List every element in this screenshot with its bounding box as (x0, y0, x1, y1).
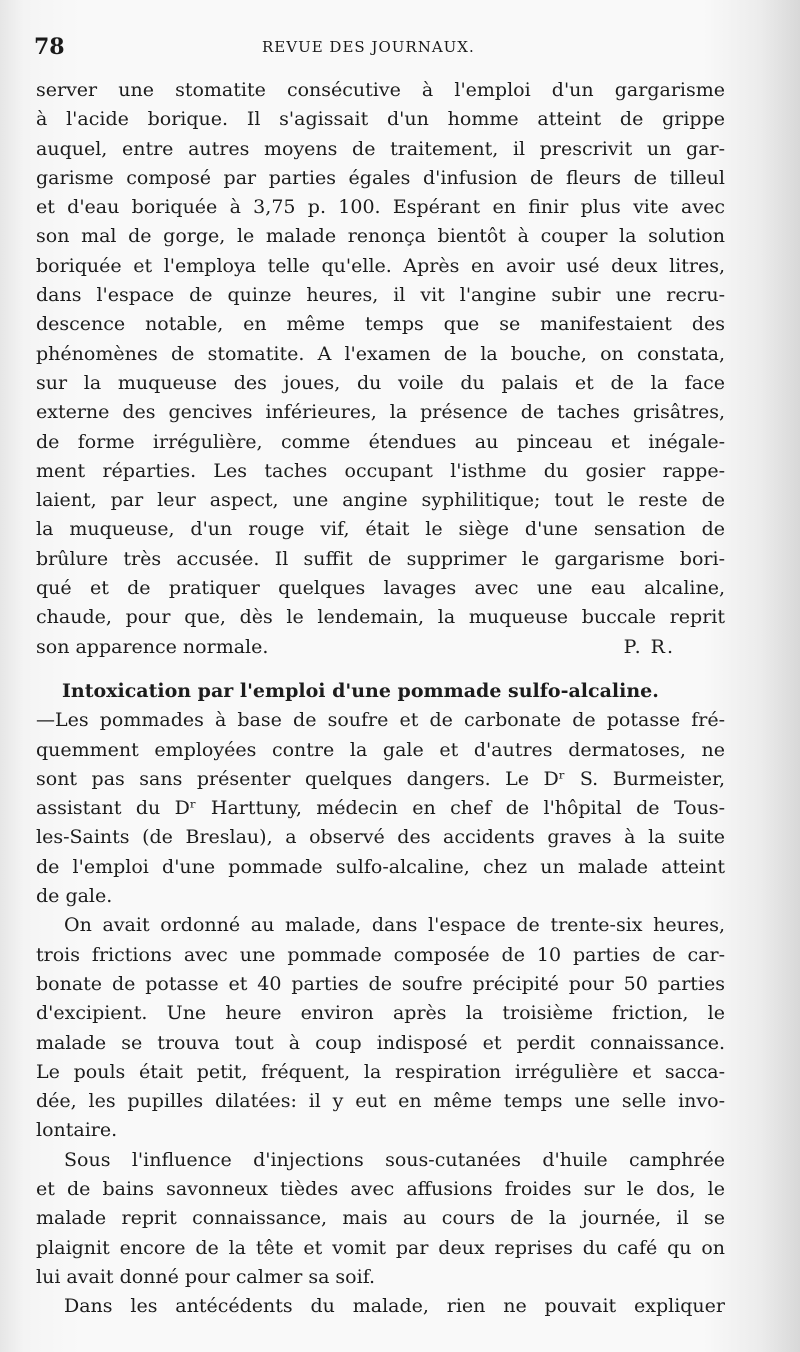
page-header (34, 34, 754, 68)
text-line: ment réparties. Les taches occupant l'isthme du gosier rappe- (36, 459, 725, 482)
text-line: quemment employées contre la gale et d'autres dermatoses, ne (36, 738, 725, 761)
text-line: assistant du Dʳ Harttuny, médecin en chef de l'hôpital de Tous- (36, 797, 725, 820)
text-line: Sous l'influence d'injections sous-cutanées d'huile camphrée (64, 1148, 725, 1171)
text-line: lontaire. (36, 1119, 118, 1142)
text-line: dans l'espace de quinze heures, il vit l'angine subir une recru- (36, 284, 725, 307)
text-line: laient, par leur aspect, une angine syphilitique; tout le reste de (36, 489, 725, 512)
last-line-with-signature (36, 633, 725, 662)
text-line: d'excipient. Une heure environ après la troisième friction, le (36, 1002, 725, 1025)
text-line: auquel, entre autres moyens de traitement, il prescrivit un gar- (36, 137, 725, 160)
continuation-paragraph (36, 76, 725, 662)
text-line: lui avait donné pour calmer sa soif. (36, 1265, 376, 1288)
page-number: 78 (34, 34, 65, 60)
text-line: chaude, pour que, dès le lendemain, la muqueuse buccale reprit (36, 606, 725, 629)
article-title: Intoxication par l'emploi d'une pommade sulfo-alcaline. (62, 680, 659, 702)
text-line: dée, les pupilles dilatées: il y eut en même temps une selle invo- (36, 1090, 725, 1113)
text-line: qué et de pratiquer quelques lavages avec une eau alcaline, (36, 577, 725, 600)
text-line: descence notable, en même temps que se manifestaient des (36, 313, 725, 336)
text-line: et d'eau boriquée à 3,75 p. 100. Espérant en finir plus vite avec (36, 196, 725, 219)
text-line: la muqueuse, d'un rouge vif, était le siège d'une sensation de (36, 518, 725, 541)
text-line: sur la muqueuse des joues, du voile du palais et de la face (36, 371, 725, 394)
text-line: de l'emploi d'une pommade sulfo-alcaline, chez un malade atteint (36, 855, 725, 878)
text-line: Le pouls était petit, fréquent, la respiration irrégulière et sacca- (36, 1060, 725, 1083)
text-line: de gale. (36, 885, 113, 908)
text-line: malade reprit connaissance, mais au cours de la journée, il se (36, 1207, 725, 1230)
author-initials: P. R. (623, 635, 675, 658)
text-line: son apparence normale. (36, 635, 269, 658)
text-line: —Les pommades à base de soufre et de carbonate de potasse fré- (36, 709, 725, 732)
text-line: de forme irrégulière, comme étendues au pinceau et inégale- (36, 430, 725, 453)
text-line: On avait ordonné au malade, dans l'espace de trente-six heures, (64, 914, 725, 937)
text-line: brûlure très accusée. Il suffit de supprimer le gargarisme bori- (36, 547, 725, 570)
text-line: bonate de potasse et 40 parties de soufre précipité pour 50 parties (36, 972, 725, 995)
text-line: son mal de gorge, le malade renonça bientôt à couper la solution (36, 225, 725, 248)
text-line: et de bains savonneux tièdes avec affusions froides sur le dos, le (36, 1178, 725, 1201)
text-line: plaignit encore de la tête et vomit par deux reprises du café qu on (36, 1236, 725, 1259)
text-line: sont pas sans présenter quelques dangers. Le Dʳ S. Burmeister, (36, 767, 725, 790)
text-line: les-Saints (de Breslau), a observé des accidents graves à la suite (36, 826, 725, 849)
text-line: Dans les antécédents du malade, rien ne pouvait expliquer (64, 1295, 725, 1318)
running-head: REVUE DES JOURNAUX. (262, 38, 475, 56)
text-line: phénomènes de stomatite. A l'examen de la bouche, on constata, (36, 342, 725, 365)
text-line: trois frictions avec une pommade composée de 10 parties de car- (36, 943, 725, 966)
article-intoxication (36, 677, 725, 1322)
text-line: server une stomatite consécutive à l'emploi d'un gargarisme (36, 79, 725, 101)
text-line: garisme composé par parties égales d'infusion de fleurs de tilleul (36, 166, 725, 189)
text-line: à l'acide borique. Il s'agissait d'un homme atteint de grippe (36, 108, 725, 131)
text-line: externe des gencives inférieures, la présence de taches grisâtres, (36, 401, 725, 424)
text-line: boriquée et l'employa telle qu'elle. Après en avoir usé deux litres, (36, 254, 725, 277)
text-line: malade se trouva tout à coup indisposé et perdit connaissance. (36, 1031, 725, 1054)
